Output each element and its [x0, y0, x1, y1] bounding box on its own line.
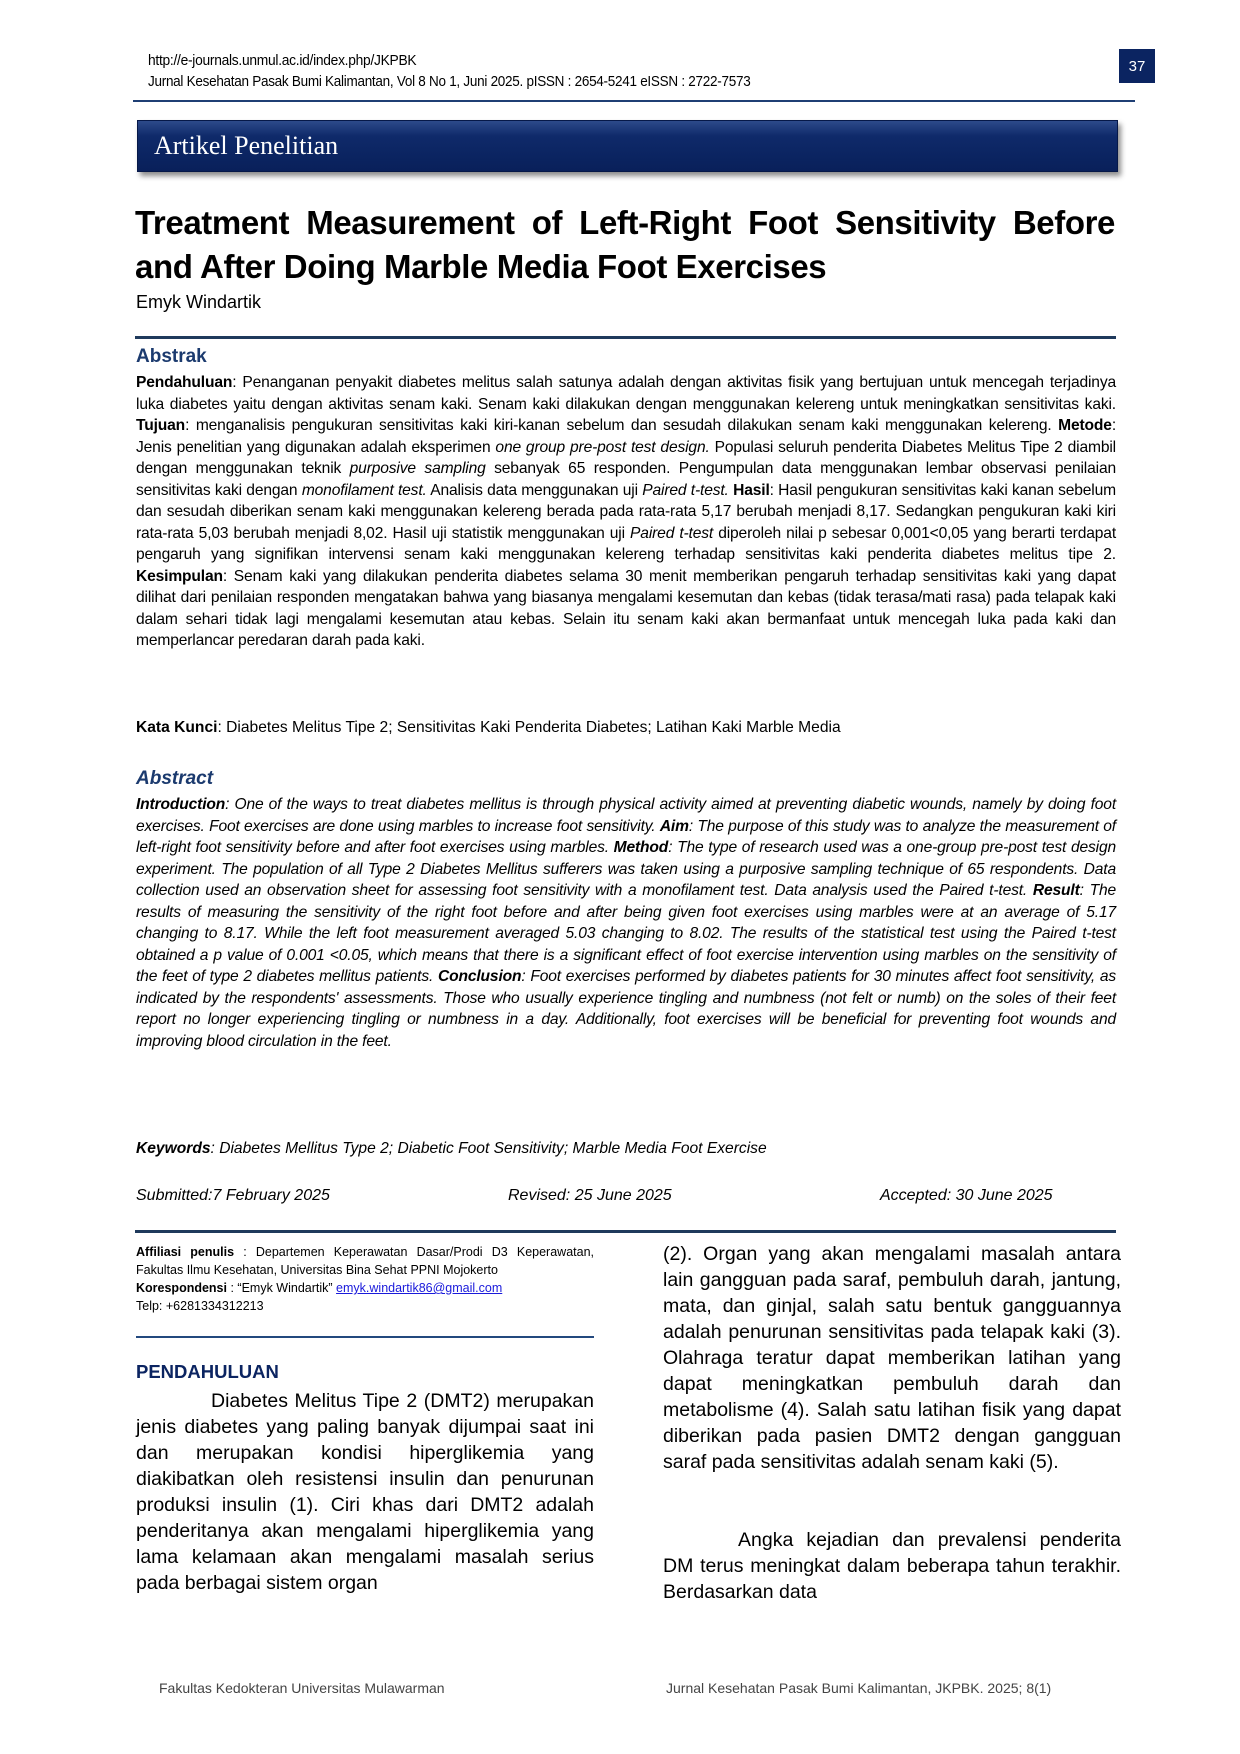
text-hasil-italic: Paired t-test: [630, 524, 714, 542]
text-introduction: : One of the ways to treat diabetes mellitus is through physical activity aimed at preventing diabetic wounds, namely by doing foot exercises. Foot exercises are done using marbles to increase foot sensitivity.: [136, 796, 1116, 835]
text-metode: Populasi seluruh penderita Diabetes Melitus Tipe 2 diambil dengan menggunakan teknik: [136, 438, 1116, 477]
page-number-badge: [1119, 49, 1155, 83]
text-metode: Analisis data menggunakan uji: [426, 481, 643, 499]
label-kata-kunci: Kata Kunci: [136, 719, 218, 736]
kata-kunci: [136, 719, 841, 737]
text-hasil: diperoleh nilai p sebesar 0,001<0,05 yang berarti terdapat pengaruh yang signifikan intervensi senam kaki menggunakan kelereng terhadap sensitivitas kaki penderita diabetes melitus tipe 2.: [136, 524, 1116, 563]
correspondence: [136, 1279, 594, 1297]
text-aim: : The purpose of this study was to analyze the measurement of left-right foot sensitivity before and after foot exercises using marbles.: [136, 817, 1116, 856]
label-pendahuluan: Pendahuluan: [136, 374, 233, 391]
right-column-paragraph-1: (2). Organ yang akan mengalami masalah antara lain gangguan pada saraf, pembuluh darah, jantung, mata, dan ginjal, salah satu bentuk gangguannya adalah penurunan sensitivitas pada telapak kaki (3). Olahraga teratur dapat memberikan latihan yang dapat meningkatkan pembuluh darah dan metabolisme (4). Salah satu latihan fisik yang dapat diberikan pada pasien DMT2 dengan gangguan saraf pada sensitivitas adalah senam kaki (5).: [663, 1243, 1121, 1473]
left-column-paragraph: Diabetes Melitus Tipe 2 (DMT2) merupakan jenis diabetes yang paling banyak dijumpai saat ini dan merupakan kondisi hiperglikemia yang diakibatkan oleh resistensi insulin dan penurunan produksi insulin (1). Ciri khas dari DMT2 adalah penderitanya akan mengalami hiperglikemia yang lama kelamaan akan mengalami masalah serius pada berbagai sistem organ: [136, 1390, 594, 1594]
text-conclusion: : Foot exercises performed by diabetes patients for 30 minutes affect foot sensitivity, as indicated by the respondents' assessments. Those who usually experience tingling and numbness (not felt or numb) on the soles of their feet report no longer experiencing tingling or numbness in a day. Additionally, foot exercises will be beneficial for preventing foot wounds and improving blood circulation in the feet.: [136, 968, 1116, 1050]
label-aim: Aim: [659, 817, 689, 835]
submitted-date: Submitted:7 February 2025: [136, 1187, 330, 1204]
label-introduction: Introduction: [136, 796, 226, 813]
article-type-label: Artikel Penelitian: [154, 131, 339, 160]
text-metode: : Jenis penelitian yang digunakan adalah eksperimen: [136, 417, 1116, 456]
text-metode-italic: monofilament test.: [301, 481, 427, 499]
email-link[interactable]: emyk.windartik86@gmail.com: [336, 1281, 503, 1295]
page-number: 37: [1128, 57, 1146, 75]
text-affiliation: : Departemen Keperawatan Dasar/Prodi D3 Keperawatan, Fakultas Ilmu Kesehatan, Universitas Bina Sehat PPNI Mojokerto: [136, 1245, 594, 1277]
keywords: [136, 1140, 767, 1158]
abstrak-heading: Abstrak: [136, 346, 207, 367]
label-kesimpulan: Kesimpulan: [136, 567, 223, 585]
article-type-banner: [137, 120, 1118, 172]
label-metode: Metode: [1058, 417, 1112, 434]
abstrak-body: [136, 372, 1116, 652]
journal-url[interactable]: http://e-journals.unmul.ac.id/index.php/JKPBK: [148, 52, 417, 69]
text-tujuan: : menganalisis pengukuran sensitivitas kaki kiri-kanan sebelum dan sesudah dilakukan senam kaki menggunakan kelereng.: [185, 417, 1059, 434]
affiliation-block: [136, 1243, 594, 1315]
label-method: Method: [613, 839, 669, 856]
text-hasil: : Hasil pengukuran sensitivitas kaki kanan sebelum dan sesudah diberikan senam kaki menggunakan kelereng berada pada rata-rata 5,17 berubah menjadi 8,17. Sedangkan pengukuran kaki kiri rata-rata 5,03 berubah menjadi 8,02. Hasil uji statistik menggunakan uji: [136, 481, 1116, 542]
pendahuluan-heading: PENDAHULUAN: [136, 1361, 279, 1382]
text-kesimpulan: : Senam kaki yang dilakukan penderita diabetes selama 30 menit memberikan pengaruh terhadap sensitivitas kaki yang dapat dilihat dari penilaian responden mengatakan bahwa yang biasanya mengalami kesemutan dan kebas (tidak terasa/mati rasa) pada telapak kaki dalam sehari tidak lagi mengalami kesemutan atau kebas. Selain itu senam kaki akan bermanfaat untuk mencegah luka pada kaki dan memperlancar peredaran darah pada kaki.: [136, 567, 1116, 649]
article-author: Emyk Windartik: [136, 292, 262, 312]
label-hasil: Hasil: [733, 481, 770, 499]
text-metode-italic: purposive sampling: [349, 460, 486, 477]
label-tujuan: Tujuan: [136, 417, 186, 434]
abstract-heading: Abstract: [136, 768, 214, 789]
text-correspondence: : “Emyk Windartik”: [227, 1281, 337, 1295]
label-correspondence: Korespondensi: [136, 1281, 227, 1295]
header-divider: [133, 100, 1135, 102]
footer-citation: Jurnal Kesehatan Pasak Bumi Kalimantan, JKPBK. 2025; 8(1): [666, 1680, 1052, 1696]
journal-info: Jurnal Kesehatan Pasak Bumi Kalimantan, Vol 8 No 1, Juni 2025. pISSN : 2654-5241 eISSN : 2722-7573: [148, 73, 751, 90]
label-result: Result: [1032, 882, 1080, 899]
phone: Telp: +6281334312213: [136, 1299, 264, 1313]
affiliation: [136, 1243, 594, 1279]
dates-divider: [135, 1230, 1116, 1233]
footer-institution: Fakultas Kedokteran Universitas Mulawarman: [159, 1680, 445, 1696]
right-column-paragraph-2: Angka kejadian dan prevalensi penderita DM terus meningkat dalam beberapa tahun terakhir. Berdasarkan data: [663, 1529, 1121, 1603]
label-keywords: Keywords: [136, 1140, 211, 1157]
label-conclusion: Conclusion: [437, 968, 522, 985]
text-metode: sebanyak 65 responden. Pengumpulan data menggunakan lembar observasi penilaian sensitivitas kaki dengan: [136, 460, 1116, 499]
text-kata-kunci: : Diabetes Melitus Tipe 2; Sensitivitas Kaki Penderita Diabetes; Latihan Kaki Marble Media: [217, 719, 841, 736]
text-metode-italic: one group pre-post test design.: [495, 438, 710, 456]
abstract-body: [136, 794, 1116, 1052]
text-method: : The type of research used was a one-group pre-post test design experiment. The population of all Type 2 Diabetes Mellitus sufferers was taken using a purposive sampling technique of 65 respondents. Data collection used an observation sheet for assessing foot sensitivity with a monofilament test. Data analysis used the Paired t-test.: [136, 839, 1116, 899]
affiliation-divider: [136, 1336, 594, 1338]
text-keywords: : Diabetes Mellitus Type 2; Diabetic Foot Sensitivity; Marble Media Foot Exercise: [210, 1140, 767, 1157]
text-result: : The results of measuring the sensitivity of the right foot before and after being given foot exercises using marbles were at an average of 5.17 changing to 8.17. While the left foot measurement averaged 5.03 changing to 8.02. The results of the statistical test using the Paired t-test obtained a p value of 0.001 <0.05, which means that there is a significant effect of foot exercise intervention using marbles on the sensitivity of the feet of type 2 diabetes mellitus patients.: [136, 882, 1117, 985]
label-affiliation: Affiliasi penulis: [136, 1245, 235, 1259]
revised-date: Revised: 25 June 2025: [508, 1187, 672, 1204]
title-divider: [135, 336, 1116, 339]
article-title: Treatment Measurement of Left-Right Foot Sensitivity Before and After Doing Marble Media Foot Exercises: [135, 204, 1115, 285]
text-metode-italic: Paired t-test.: [642, 481, 729, 499]
text-pendahuluan: : Penanganan penyakit diabetes melitus salah satunya adalah dengan aktivitas fisik yang bertujuan untuk mencegah terjadinya luka diabetes yaitu dengan aktivitas senam kaki. Senam kaki dilakukan dengan menggunakan kelereng untuk meningkatkan sensitivitas kaki.: [136, 374, 1116, 413]
accepted-date: Accepted: 30 June 2025: [880, 1187, 1053, 1204]
